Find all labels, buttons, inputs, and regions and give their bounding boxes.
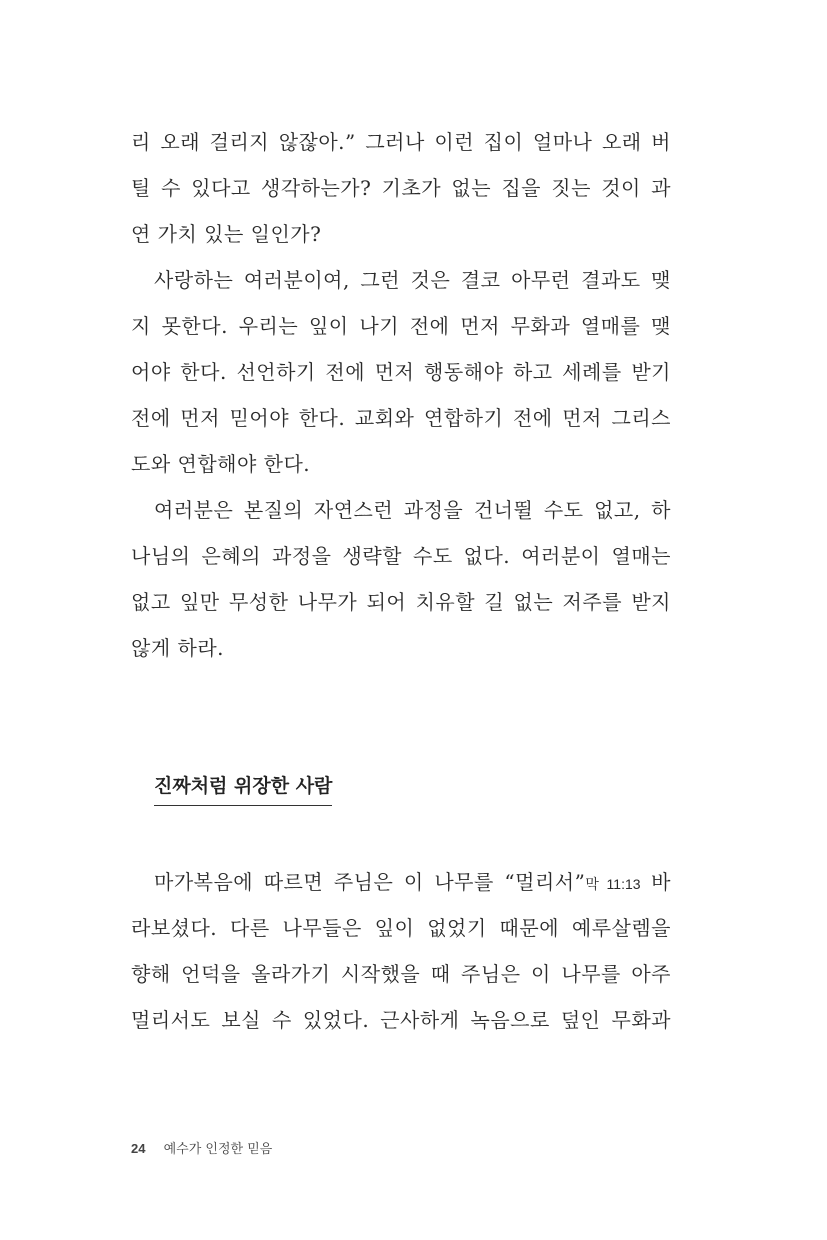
body-text-line: 나님의 은혜의 과정을 생략할 수도 없다. 여러분이 열매는 <box>131 544 671 568</box>
body-text-segment: 바 <box>640 870 671 894</box>
body-text-line: 향해 언덕을 올라가기 시작했을 때 주님은 이 나무를 아주 <box>131 962 671 986</box>
body-text-line: 틸 수 있다고 생각하는가? 기초가 없는 집을 짓는 것이 과 <box>131 176 671 200</box>
body-text-segment: 마가복음에 따르면 주님은 이 나무를 “멀리서” <box>154 870 586 894</box>
section-heading: 진짜처럼 위장한 사람 <box>154 771 332 806</box>
scripture-reference: 막 11:13 <box>585 876 641 892</box>
body-text-line: 멀리서도 보실 수 있었다. 근사하게 녹음으로 덮인 무화과 <box>131 1008 671 1032</box>
body-text-line: 전에 먼저 믿어야 한다. 교회와 연합하기 전에 먼저 그리스 <box>131 406 671 430</box>
body-text-line: 라보셨다. 다른 나무들은 잎이 없었기 때문에 예루살렘을 <box>131 916 671 940</box>
body-text-line: 여러분은 본질의 자연스런 과정을 건너뛸 수도 없고, 하 <box>154 498 671 522</box>
body-text-line: 지 못한다. 우리는 잎이 나기 전에 먼저 무화과 열매를 맺 <box>131 314 671 338</box>
body-text-line: 리 오래 걸리지 않잖아.” 그러나 이런 집이 얼마나 오래 버 <box>131 130 671 154</box>
body-text-line: 사랑하는 여러분이여, 그런 것은 결코 아무런 결과도 맺 <box>154 268 671 292</box>
body-text-line: 않게 하라. <box>131 636 224 660</box>
page-number: 24 <box>131 1141 146 1156</box>
body-text-line <box>154 867 671 897</box>
book-title: 예수가 인정한 믿음 <box>163 1142 273 1157</box>
body-text-line: 어야 한다. 선언하기 전에 먼저 행동해야 하고 세례를 받기 <box>131 360 671 384</box>
body-text-line: 없고 잎만 무성한 나무가 되어 치유할 길 없는 저주를 받지 <box>131 590 671 614</box>
body-text-line: 연 가치 있는 일인가? <box>131 222 322 246</box>
body-text-line: 도와 연합해야 한다. <box>131 452 311 476</box>
page-footer <box>131 1139 272 1160</box>
